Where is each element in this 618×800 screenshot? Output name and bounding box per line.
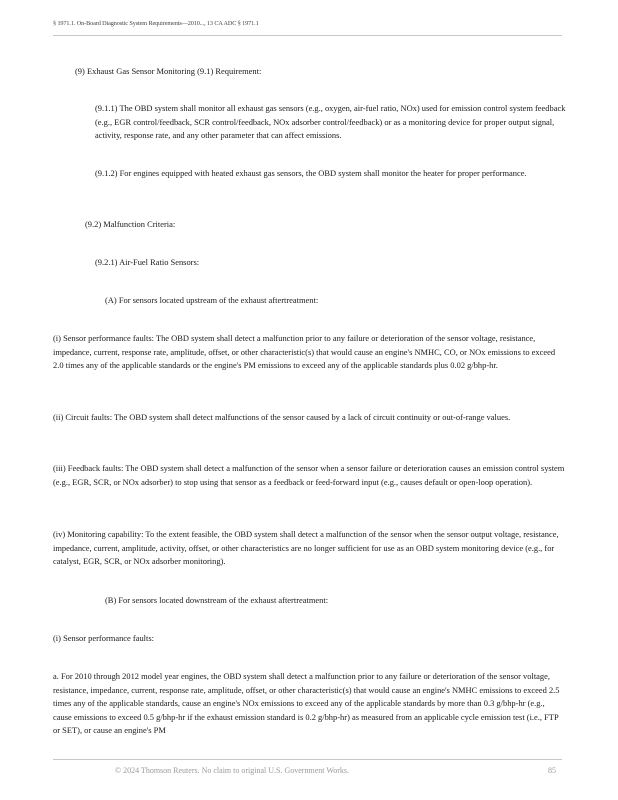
paragraph-A: (A) For sensors located upstream of the exhaust aftertreatment:: [105, 295, 319, 305]
paragraph-9-2: (9.2) Malfunction Criteria:: [85, 219, 176, 229]
paragraph-B-i-a: a. For 2010 through 2012 model year engines, the OBD system shall detect a malfunction prior to any failure or deterioration of the sensor voltage, resistance, impedance, current, response rate, amplitude, offset, or other characteristic(s) that would cause an engine's NMHC emissions to exceed 2.5 times any of the applicable standards, cause an engine's NOx emissions to exceed any of the applicable standards by more than 0.3 g/bhp-hr (e.g., cause emissions to exceed 0.5 g/bhp-hr if the exhaust emission standard is 0.2 g/bhp-hr) as measured from an applicable cycle emission test (i.e., FTP or SET), or cause an engine's PM: [53, 671, 560, 736]
footer-divider: [53, 759, 562, 760]
paragraph-A-iii: (iii) Feedback faults: The OBD system shall detect a malfunction of the sensor when a sensor failure or deterioration causes an emission control system (e.g., EGR, SCR, or NOx adsorber) to stop using that sensor as a feedback or feed-forward input (e.g., causes default or open-loop operation).: [53, 463, 565, 487]
paragraph-A-iv: (iv) Monitoring capability: To the extent feasible, the OBD system shall detect a malfunction of the sensor when the sensor output voltage, resistance, impedance, current, amplitude, activity, offset, or other characteristics are no longer sufficient for use as an OBD system monitoring device (e.g., for catalyst, EGR, SCR, or NOx adsorber monitoring).: [53, 529, 559, 567]
footer-copyright: © 2024 Thomson Reuters. No claim to original U.S. Government Works.: [115, 766, 350, 775]
paragraph-B: (B) For sensors located downstream of the exhaust aftertreatment:: [105, 595, 329, 605]
page-number: 85: [548, 766, 556, 775]
paragraph-9-heading: (9) Exhaust Gas Sensor Monitoring (9.1) Requirement:: [75, 66, 262, 76]
paragraph-A-i: (i) Sensor performance faults: The OBD system shall detect a malfunction prior to any failure or deterioration of the sensor voltage, resistance, impedance, current, response rate, amplitude, offset, or other characteristic(s) that would cause an engine's NMHC, CO, or NOx emissions to exceed 2.0 times any of the applicable standards or the engine's PM emissions to exceed any of the applicable standards plus 0.02 g/bhp-hr.: [53, 333, 556, 371]
paragraph-9-1-2: (9.1.2) For engines equipped with heated exhaust gas sensors, the OBD system shall monitor the heater for proper performance.: [95, 168, 527, 178]
paragraph-B-i: (i) Sensor performance faults:: [53, 633, 154, 643]
header-divider: [53, 35, 562, 36]
running-header: § 1971.1. On-Board Diagnostic System Requirements—2010..., 13 CA ADC § 1971.1: [53, 20, 259, 27]
paragraph-9-2-1: (9.2.1) Air-Fuel Ratio Sensors:: [95, 257, 200, 267]
paragraph-A-ii: (ii) Circuit faults: The OBD system shall detect malfunctions of the sensor caused by a lack of circuit continuity or out-of-range values.: [53, 412, 511, 422]
paragraph-9-1-1: (9.1.1) The OBD system shall monitor all exhaust gas sensors (e.g., oxygen, air-fuel ratio, NOx) used for emission control system feedback (e.g., EGR control/feedback, SCR control/feedback, NOx adsorber control/feedback) or as a monitoring device for proper output signal, activity, response rate, and any other parameter that can affect emissions.: [95, 103, 566, 141]
